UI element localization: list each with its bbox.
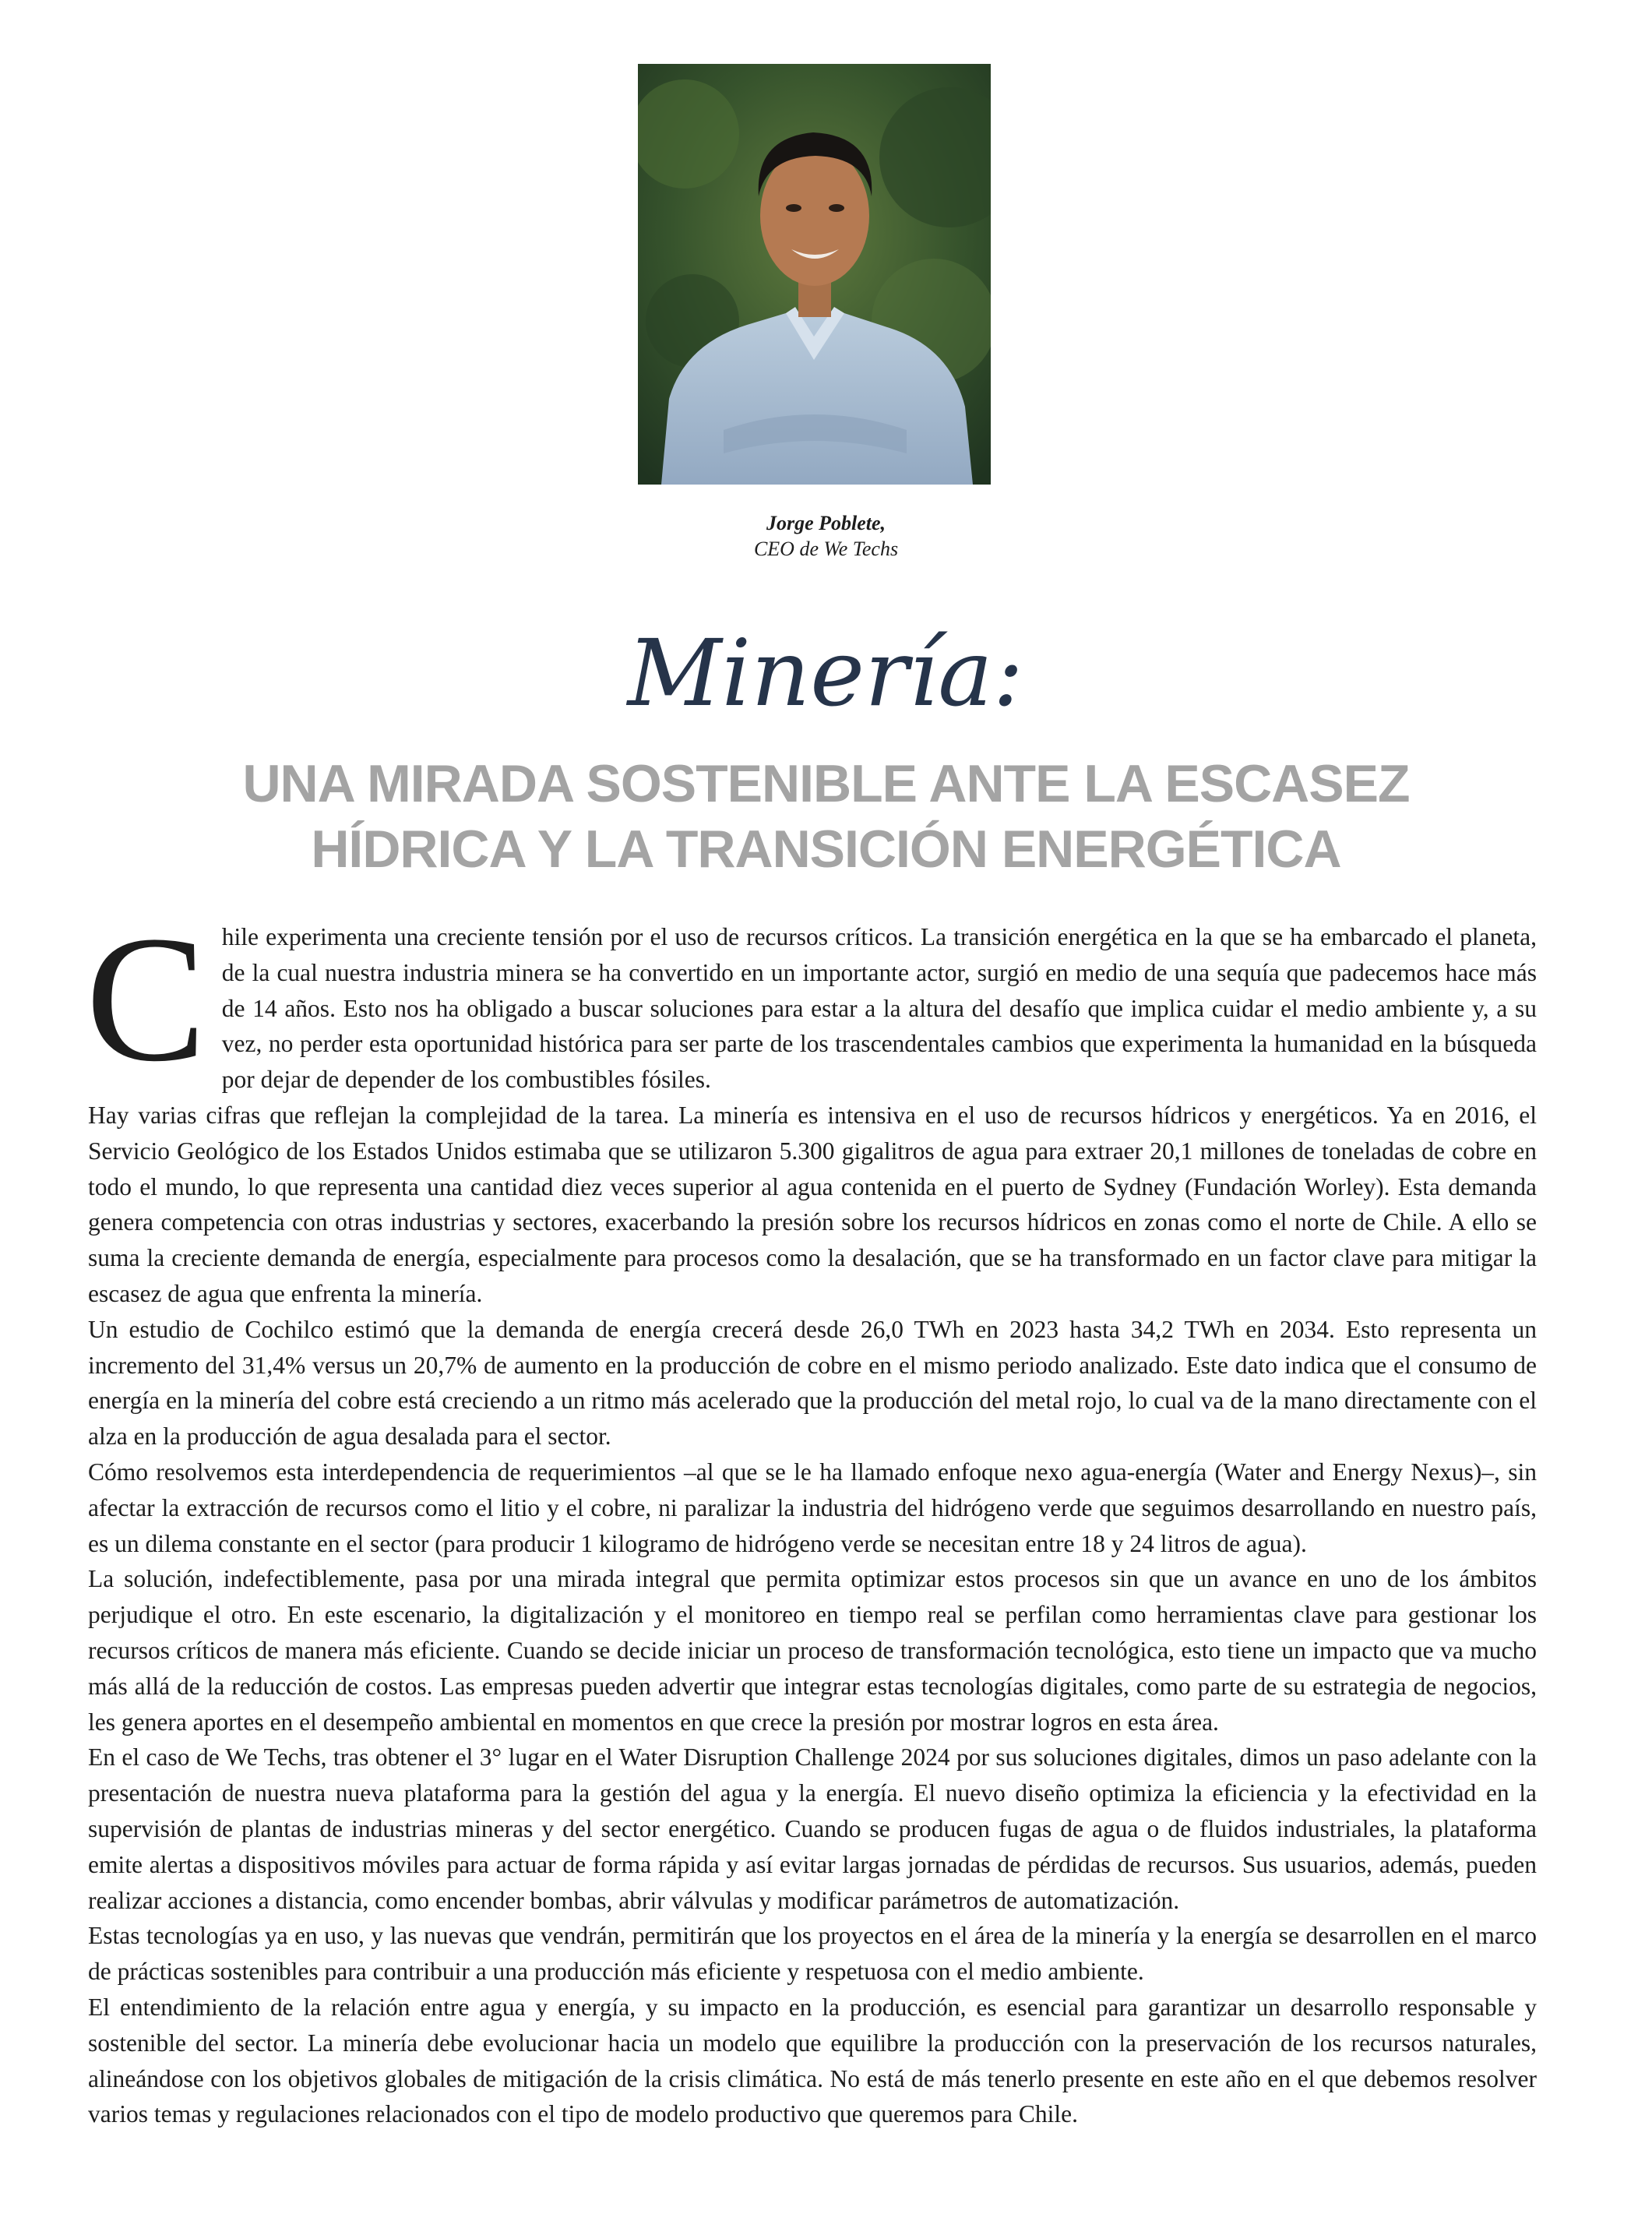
script-title-text: Minería: [627,619,1024,727]
drop-cap: C [86,899,206,1099]
author-name: Jorge Poblete, [766,512,886,534]
paragraph-6: En el caso de We Techs, tras obtener el 3° lugar en el Water Disruption Challenge 2024 por sus soluciones digitales, dimos un paso adelante con la presentación de nuestra nueva plataforma para la gestión del agua y la energía. El nuevo diseño optimiza la eficiencia y la efectividad en la supervisión de plantas de industrias mineras y del sector energético. Cuando se producen fugas de agua o de fluidos industriales, la plataforma emite alertas a dispositivos móviles para actuar de forma rápida y así evitar largas jornadas de pérdidas de recursos. Sus usuarios, además, pueden realizar acciones a distancia, como encender bombas, abrir válvulas y modificar parámetros de automatización. [88,1743,1537,1914]
paragraph-2: Hay varias cifras que reflejan la complejidad de la tarea. La minería es intensiva en el uso de recursos hídricos y energéticos. Ya en 2016, el Servicio Geológico de los Estados Unidos estimaba que se utilizaron 5.300 gigalitros de agua para extraer 20,1 millones de toneladas de cobre en todo el mundo, lo que representa una cantidad diez veces superior al agua contenida en el puerto de Sydney (Fundación Worley). Esta demanda genera competencia con otras industrias y sectores, exacerbando la presión sobre los recursos hídricos en zonas como el norte de Chile. A ello se suma la creciente demanda de energía, especialmente para procesos como la desalación, que se ha transformado en un factor clave para mitigar la escasez de agua que enfrenta la minería. [88,1101,1537,1307]
author-photo [638,64,991,485]
paragraph-1-text: hile experimenta una creciente tensión por el uso de recursos críticos. La transición energética en la que se ha embarcado el planeta, de la cual nuestra industria minera se ha convertido en un importante actor, surgió en medio de una sequía que padecemos hace más de 14 años. Esto nos ha obligado a buscar soluciones para estar a la altura del desafío que implica cuidar el medio ambiente y, a su vez, no perder esta oportunidad histórica para ser parte de los trascendentales cambios que experimenta la humanidad en la búsqueda por dejar de depender de los combustibles fósiles. [221,923,1537,1094]
paragraph-8: El entendimiento de la relación entre agua y energía, y su impacto en la producción, es esencial para garantizar un desarrollo responsable y sostenible del sector. La minería debe evolucionar hacia un modelo que equilibre la producción con la preservación de los recursos naturales, alineándose con los objetivos globales de mitigación de la crisis climática. No está de más tenerlo presente en este año en el que debemos resolver varios temas y regulaciones relacionados con el tipo de modelo productivo que queremos para Chile. [88,1993,1537,2128]
article-body [86,899,1537,2132]
paragraph-5: La solución, indefectiblemente, pasa por una mirada integral que permita optimizar estos procesos sin que un avance en uno de los ámbitos perjudique el otro. En este escenario, la digitalización y el monitoreo en tiempo real se perfilan como herramientas clave para gestionar los recursos críticos de manera más eficiente. Cuando se decide iniciar un proceso de transformación tecnológica, esto tiene un impacto que va mucho más allá de la reducción de costos. Las empresas pueden advertir que integrar estas tecnologías digitales, como parte de su estrategia de negocios, les genera aportes en el desempeño ambiental en momentos en que crece la presión por mostrar logros en esta área. [88,1565,1537,1736]
paragraph-7: Estas tecnologías ya en uso, y las nuevas que vendrán, permitirán que los proyectos en el área de la minería y la energía se desarrollen en el marco de prácticas sostenibles para contribuir a una producción más eficiente y respetuosa con el medio ambiente. [88,1922,1537,1986]
paragraph-4: Cómo resolvemos esta interdependencia de requerimientos –al que se le ha llamado enfoque nexo agua-energía (Water and Energy Nexus)–, sin afectar la extracción de recursos como el litio y el cobre, ni paralizar la industria del hidrógeno verde que seguimos desarrollando en nuestro país, es un dilema constante en el sector (para producir 1 kilogramo de hidrógeno verde se necesitan entre 18 y 24 litros de agua). [88,1458,1537,1557]
paragraph-3: Un estudio de Cochilco estimó que la demanda de energía crecerá desde 26,0 TWh en 2023 hasta 34,2 TWh en 2034. Esto representa un incremento del 31,4% versus un 20,7% de aumento en la producción de cobre en el mismo periodo analizado. Este dato indica que el consumo de energía en la minería del cobre está creciendo a un ritmo más acelerado que la producción del metal rojo, lo cual va de la mano directamente con el alza en la producción de agua desalada para el sector. [88,1315,1537,1451]
script-title-svg [592,588,1059,744]
headline-line-1: UNA MIRADA SOSTENIBLE ANTE LA ESCASEZ [242,754,1410,813]
paragraph-1 [86,899,1537,1099]
author-role: CEO de We Techs [753,538,899,560]
portrait-image [638,64,991,485]
script-title [592,588,1059,744]
headline-line-2: HÍDRICA Y LA TRANSICIÓN ENERGÉTICA [311,820,1341,879]
